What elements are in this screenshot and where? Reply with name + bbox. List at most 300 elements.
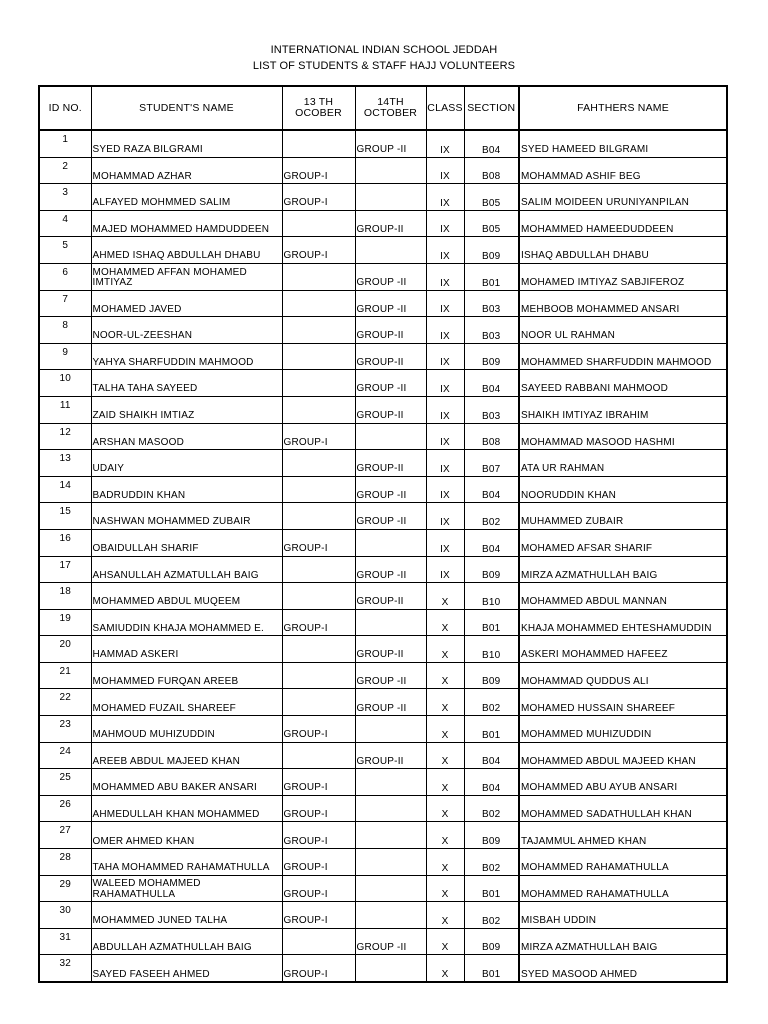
table-row	[39, 822, 727, 849]
cell-fathers-name: MOHAMMED ABDUL MAJEED KHAN	[519, 742, 727, 769]
cell-class: X	[426, 769, 464, 796]
cell-class: X	[426, 795, 464, 822]
cell-student-name: HAMMAD ASKERI	[91, 636, 282, 663]
table-row	[39, 556, 727, 583]
cell-section: B04	[464, 742, 519, 769]
cell-13-october	[282, 130, 355, 157]
id-number: 16	[59, 532, 72, 544]
cell-14-october: GROUP-II	[355, 450, 426, 477]
cell-student-name: MAHMOUD MUHIZUDDIN	[91, 716, 282, 743]
cell-13-october	[282, 583, 355, 610]
cell-14-october: GROUP-II	[355, 583, 426, 610]
header-14-october-line2: OCTOBER	[363, 107, 418, 119]
cell-id	[39, 157, 91, 184]
cell-id	[39, 928, 91, 955]
cell-14-october: GROUP -II	[355, 263, 426, 290]
cell-14-october	[355, 875, 426, 902]
volunteers-table	[38, 85, 728, 983]
cell-14-october: GROUP-II	[355, 210, 426, 237]
cell-student-name: NASHWAN MOHAMMED ZUBAIR	[91, 503, 282, 530]
cell-13-october: GROUP-I	[282, 902, 355, 929]
id-number: 22	[59, 692, 72, 704]
cell-class: IX	[426, 290, 464, 317]
cell-13-october: GROUP-I	[282, 795, 355, 822]
cell-14-october: GROUP-II	[355, 343, 426, 370]
cell-section: B02	[464, 902, 519, 929]
cell-class: IX	[426, 503, 464, 530]
cell-13-october: GROUP-I	[282, 769, 355, 796]
cell-14-october: GROUP -II	[355, 928, 426, 955]
cell-fathers-name: MIRZA AZMATHULLAH BAIG	[519, 556, 727, 583]
cell-section: B02	[464, 849, 519, 876]
id-number: 31	[59, 931, 72, 943]
cell-class: X	[426, 928, 464, 955]
cell-class: X	[426, 716, 464, 743]
cell-class: X	[426, 955, 464, 982]
table-row	[39, 636, 727, 663]
cell-class: X	[426, 609, 464, 636]
cell-14-october: GROUP -II	[355, 556, 426, 583]
table-row	[39, 955, 727, 982]
cell-class: IX	[426, 263, 464, 290]
id-number: 14	[59, 479, 72, 491]
table-row	[39, 370, 727, 397]
cell-fathers-name: SYED MASOOD AHMED	[519, 955, 727, 982]
cell-14-october: GROUP -II	[355, 370, 426, 397]
cell-section: B03	[464, 290, 519, 317]
table-row	[39, 210, 727, 237]
cell-student-name: AHMEDULLAH KHAN MOHAMMED	[91, 795, 282, 822]
cell-fathers-name: MOHAMMED HAMEEDUDDEEN	[519, 210, 727, 237]
header-class: CLASS	[426, 86, 464, 130]
cell-13-october	[282, 742, 355, 769]
table-row	[39, 157, 727, 184]
cell-id	[39, 263, 91, 290]
table-row	[39, 396, 727, 423]
cell-14-october	[355, 157, 426, 184]
cell-student-name: TAHA MOHAMMED RAHAMATHULLA	[91, 849, 282, 876]
header-13-october	[282, 86, 355, 130]
cell-fathers-name: MIRZA AZMATHULLAH BAIG	[519, 928, 727, 955]
cell-id	[39, 476, 91, 503]
table-row	[39, 795, 727, 822]
cell-class: IX	[426, 450, 464, 477]
header-fathers-name: FAHTHERS NAME	[519, 86, 727, 130]
table-row	[39, 742, 727, 769]
cell-section: B08	[464, 423, 519, 450]
cell-fathers-name: MOHAMMAD QUDDUS ALI	[519, 662, 727, 689]
cell-14-october	[355, 529, 426, 556]
header-14-october-line1: 14TH	[377, 96, 404, 108]
cell-class: IX	[426, 184, 464, 211]
cell-class: IX	[426, 556, 464, 583]
cell-13-october: GROUP-I	[282, 849, 355, 876]
cell-13-october: GROUP-I	[282, 157, 355, 184]
id-number: 6	[62, 266, 69, 278]
cell-id	[39, 583, 91, 610]
cell-class: X	[426, 902, 464, 929]
cell-fathers-name: MISBAH UDDIN	[519, 902, 727, 929]
id-number: 17	[59, 559, 72, 571]
id-number: 8	[62, 320, 69, 332]
cell-13-october	[282, 689, 355, 716]
cell-student-name: ABDULLAH AZMATHULLAH BAIG	[91, 928, 282, 955]
cell-id	[39, 290, 91, 317]
cell-fathers-name: MOHAMED AFSAR SHARIF	[519, 529, 727, 556]
cell-fathers-name: SAYEED RABBANI MAHMOOD	[519, 370, 727, 397]
cell-14-october: GROUP -II	[355, 689, 426, 716]
cell-13-october: GROUP-I	[282, 875, 355, 902]
cell-student-name: ALFAYED MOHMMED SALIM	[91, 184, 282, 211]
cell-class: X	[426, 742, 464, 769]
id-number: 23	[59, 719, 72, 731]
cell-section: B09	[464, 556, 519, 583]
cell-student-name: ZAID SHAIKH IMTIAZ	[91, 396, 282, 423]
table-row	[39, 849, 727, 876]
cell-14-october	[355, 902, 426, 929]
cell-13-october	[282, 263, 355, 290]
header-14-october	[355, 86, 426, 130]
cell-13-october	[282, 290, 355, 317]
cell-13-october	[282, 210, 355, 237]
cell-student-name: MOHAMMED ABDUL MUQEEM	[91, 583, 282, 610]
cell-14-october: GROUP -II	[355, 662, 426, 689]
cell-14-october: GROUP -II	[355, 290, 426, 317]
cell-student-name: UDAIY	[91, 450, 282, 477]
cell-section: B09	[464, 662, 519, 689]
cell-14-october: GROUP -II	[355, 130, 426, 157]
cell-id	[39, 822, 91, 849]
cell-fathers-name: NOOR UL RAHMAN	[519, 317, 727, 344]
id-number: 13	[59, 453, 72, 465]
cell-student-name: MAJED MOHAMMED HAMDUDDEEN	[91, 210, 282, 237]
table-row	[39, 529, 727, 556]
id-number: 26	[59, 798, 72, 810]
id-number: 11	[59, 399, 71, 411]
cell-14-october	[355, 423, 426, 450]
cell-13-october: GROUP-I	[282, 529, 355, 556]
id-number: 30	[59, 905, 72, 917]
cell-section: B08	[464, 157, 519, 184]
cell-id	[39, 130, 91, 157]
table-row	[39, 769, 727, 796]
cell-student-name: MOHAMMED JUNED TALHA	[91, 902, 282, 929]
cell-14-october: GROUP-II	[355, 636, 426, 663]
cell-14-october: GROUP-II	[355, 396, 426, 423]
cell-13-october: GROUP-I	[282, 822, 355, 849]
id-number: 32	[59, 958, 72, 970]
cell-section: B10	[464, 583, 519, 610]
cell-13-october: GROUP-I	[282, 237, 355, 264]
cell-class: X	[426, 822, 464, 849]
table-row	[39, 583, 727, 610]
cell-id	[39, 237, 91, 264]
cell-13-october	[282, 317, 355, 344]
table-row	[39, 689, 727, 716]
cell-fathers-name: MOHAMMAD ASHIF BEG	[519, 157, 727, 184]
cell-id	[39, 849, 91, 876]
cell-class: IX	[426, 130, 464, 157]
cell-fathers-name: MOHAMMAD MASOOD HASHMI	[519, 423, 727, 450]
cell-id	[39, 689, 91, 716]
cell-student-name: MOHAMMED AFFAN MOHAMED IMTIYAZ	[91, 263, 282, 290]
cell-14-october: GROUP -II	[355, 503, 426, 530]
id-number: 20	[59, 639, 72, 651]
id-number: 10	[59, 373, 72, 385]
table-row	[39, 290, 727, 317]
cell-section: B01	[464, 263, 519, 290]
cell-fathers-name: MOHAMED HUSSAIN SHAREEF	[519, 689, 727, 716]
cell-id	[39, 343, 91, 370]
cell-fathers-name: SHAIKH IMTIYAZ IBRAHIM	[519, 396, 727, 423]
cell-14-october	[355, 769, 426, 796]
cell-class: IX	[426, 476, 464, 503]
cell-fathers-name: MOHAMMED RAHAMATHULLA	[519, 875, 727, 902]
cell-13-october	[282, 370, 355, 397]
cell-id	[39, 902, 91, 929]
cell-13-october	[282, 450, 355, 477]
id-number: 19	[59, 612, 72, 624]
header-13-october-line1: 13 TH	[303, 96, 334, 108]
cell-section: B01	[464, 609, 519, 636]
cell-13-october	[282, 476, 355, 503]
table-header-row	[39, 86, 727, 130]
cell-14-october	[355, 184, 426, 211]
cell-14-october	[355, 609, 426, 636]
id-number: 21	[59, 665, 72, 677]
table-row	[39, 609, 727, 636]
cell-13-october	[282, 662, 355, 689]
id-number: 29	[59, 878, 72, 890]
cell-class: X	[426, 583, 464, 610]
cell-section: B04	[464, 529, 519, 556]
cell-14-october: GROUP -II	[355, 476, 426, 503]
cell-id	[39, 662, 91, 689]
cell-fathers-name: MOHAMMED MUHIZUDDIN	[519, 716, 727, 743]
cell-class: IX	[426, 157, 464, 184]
cell-student-name: MOHAMED JAVED	[91, 290, 282, 317]
cell-section: B04	[464, 769, 519, 796]
cell-section: B09	[464, 928, 519, 955]
cell-id	[39, 396, 91, 423]
cell-fathers-name: NOORUDDIN KHAN	[519, 476, 727, 503]
cell-section: B04	[464, 370, 519, 397]
id-number: 25	[59, 772, 72, 784]
id-number: 1	[62, 134, 69, 145]
id-number: 24	[59, 745, 72, 757]
cell-13-october	[282, 636, 355, 663]
cell-class: X	[426, 875, 464, 902]
cell-14-october	[355, 237, 426, 264]
cell-section: B04	[464, 476, 519, 503]
cell-student-name: NOOR-UL-ZEESHAN	[91, 317, 282, 344]
cell-class: IX	[426, 423, 464, 450]
cell-section: B07	[464, 450, 519, 477]
cell-fathers-name: ISHAQ ABDULLAH DHABU	[519, 237, 727, 264]
cell-student-name: WALEED MOHAMMED RAHAMATHULLA	[91, 875, 282, 902]
cell-id	[39, 556, 91, 583]
table-row	[39, 237, 727, 264]
id-number: 7	[62, 293, 69, 305]
cell-id	[39, 636, 91, 663]
table-row	[39, 662, 727, 689]
header-section: SECTION	[464, 86, 519, 130]
cell-student-name: BADRUDDIN KHAN	[91, 476, 282, 503]
cell-fathers-name: MOHAMMED RAHAMATHULLA	[519, 849, 727, 876]
cell-student-name: SAMIUDDIN KHAJA MOHAMMED E.	[91, 609, 282, 636]
cell-13-october	[282, 503, 355, 530]
cell-section: B02	[464, 689, 519, 716]
id-number: 18	[59, 586, 72, 598]
cell-section: B05	[464, 210, 519, 237]
cell-section: B09	[464, 237, 519, 264]
cell-student-name: TALHA TAHA SAYEED	[91, 370, 282, 397]
cell-class: IX	[426, 529, 464, 556]
cell-section: B01	[464, 955, 519, 982]
cell-class: IX	[426, 396, 464, 423]
document-header	[0, 42, 768, 74]
table-row	[39, 875, 727, 902]
cell-student-name: SAYED FASEEH AHMED	[91, 955, 282, 982]
cell-id	[39, 210, 91, 237]
cell-13-october	[282, 556, 355, 583]
cell-class: IX	[426, 343, 464, 370]
id-number: 2	[62, 160, 69, 172]
cell-14-october	[355, 955, 426, 982]
cell-13-october: GROUP-I	[282, 184, 355, 211]
cell-class: X	[426, 636, 464, 663]
table-row	[39, 184, 727, 211]
cell-section: B05	[464, 184, 519, 211]
id-number: 12	[59, 426, 72, 438]
cell-student-name: AREEB ABDUL MAJEED KHAN	[91, 742, 282, 769]
cell-student-name: AHSANULLAH AZMATULLAH BAIG	[91, 556, 282, 583]
id-number: 5	[62, 240, 69, 252]
cell-14-october	[355, 822, 426, 849]
cell-class: IX	[426, 237, 464, 264]
cell-fathers-name: MOHAMED IMTIYAZ SABJIFEROZ	[519, 263, 727, 290]
table-row	[39, 423, 727, 450]
cell-fathers-name: ASKERI MOHAMMED HAFEEZ	[519, 636, 727, 663]
cell-fathers-name: MUHAMMED ZUBAIR	[519, 503, 727, 530]
header-student-name: STUDENT'S NAME	[91, 86, 282, 130]
cell-id	[39, 795, 91, 822]
cell-13-october: GROUP-I	[282, 423, 355, 450]
cell-class: IX	[426, 370, 464, 397]
cell-id	[39, 742, 91, 769]
table-body	[39, 130, 727, 982]
cell-id	[39, 529, 91, 556]
cell-id	[39, 317, 91, 344]
table-row	[39, 902, 727, 929]
cell-fathers-name: TAJAMMUL AHMED KHAN	[519, 822, 727, 849]
cell-13-october: GROUP-I	[282, 609, 355, 636]
table-row	[39, 928, 727, 955]
cell-fathers-name: MOHAMMED SADATHULLAH KHAN	[519, 795, 727, 822]
id-number: 4	[62, 213, 69, 225]
cell-student-name: OBAIDULLAH SHARIF	[91, 529, 282, 556]
cell-13-october: GROUP-I	[282, 955, 355, 982]
cell-14-october	[355, 795, 426, 822]
cell-id	[39, 716, 91, 743]
cell-fathers-name: MEHBOOB MOHAMMED ANSARI	[519, 290, 727, 317]
cell-id	[39, 184, 91, 211]
cell-fathers-name: MOHAMMED SHARFUDDIN MAHMOOD	[519, 343, 727, 370]
cell-section: B01	[464, 875, 519, 902]
cell-13-october	[282, 343, 355, 370]
cell-section: B02	[464, 795, 519, 822]
cell-id	[39, 423, 91, 450]
table-row	[39, 716, 727, 743]
cell-student-name: YAHYA SHARFUDDIN MAHMOOD	[91, 343, 282, 370]
cell-class: X	[426, 689, 464, 716]
header-id: ID NO.	[39, 86, 91, 130]
cell-student-name: OMER AHMED KHAN	[91, 822, 282, 849]
cell-student-name: AHMED ISHAQ ABDULLAH DHABU	[91, 237, 282, 264]
cell-section: B09	[464, 343, 519, 370]
cell-student-name: MOHAMMED ABU BAKER ANSARI	[91, 769, 282, 796]
cell-id	[39, 769, 91, 796]
cell-class: IX	[426, 210, 464, 237]
id-number: 9	[62, 346, 69, 358]
table-row	[39, 317, 727, 344]
table-row	[39, 476, 727, 503]
cell-student-name: MOHAMMED FURQAN AREEB	[91, 662, 282, 689]
cell-13-october	[282, 396, 355, 423]
cell-id	[39, 955, 91, 982]
cell-14-october	[355, 849, 426, 876]
list-title: LIST OF STUDENTS & STAFF HAJJ VOLUNTEERS	[252, 60, 516, 72]
cell-13-october: GROUP-I	[282, 716, 355, 743]
cell-class: IX	[426, 317, 464, 344]
cell-14-october: GROUP-II	[355, 317, 426, 344]
cell-14-october	[355, 716, 426, 743]
table-row	[39, 450, 727, 477]
cell-student-name: MOHAMMAD AZHAR	[91, 157, 282, 184]
cell-section: B03	[464, 396, 519, 423]
table-row	[39, 263, 727, 290]
cell-fathers-name: SYED HAMEED BILGRAMI	[519, 130, 727, 157]
cell-class: X	[426, 662, 464, 689]
cell-section: B01	[464, 716, 519, 743]
cell-section: B02	[464, 503, 519, 530]
id-number: 15	[59, 506, 72, 518]
table-row	[39, 343, 727, 370]
cell-section: B09	[464, 822, 519, 849]
id-number: 28	[59, 852, 72, 864]
table-row	[39, 503, 727, 530]
cell-14-october: GROUP-II	[355, 742, 426, 769]
cell-fathers-name: MOHAMMED ABDUL MANNAN	[519, 583, 727, 610]
cell-id	[39, 503, 91, 530]
cell-id	[39, 450, 91, 477]
cell-section: B04	[464, 130, 519, 157]
cell-student-name: ARSHAN MASOOD	[91, 423, 282, 450]
cell-section: B10	[464, 636, 519, 663]
school-title: INTERNATIONAL INDIAN SCHOOL JEDDAH	[270, 44, 498, 56]
cell-fathers-name: SALIM MOIDEEN URUNIYANPILAN	[519, 184, 727, 211]
cell-id	[39, 609, 91, 636]
cell-id	[39, 875, 91, 902]
cell-fathers-name: ATA UR RAHMAN	[519, 450, 727, 477]
id-number: 3	[62, 187, 69, 199]
id-number: 27	[59, 825, 72, 837]
cell-section: B03	[464, 317, 519, 344]
cell-student-name: MOHAMED FUZAIL SHAREEF	[91, 689, 282, 716]
cell-13-october	[282, 928, 355, 955]
table-row	[39, 130, 727, 157]
cell-fathers-name: KHAJA MOHAMMED EHTESHAMUDDIN	[519, 609, 727, 636]
